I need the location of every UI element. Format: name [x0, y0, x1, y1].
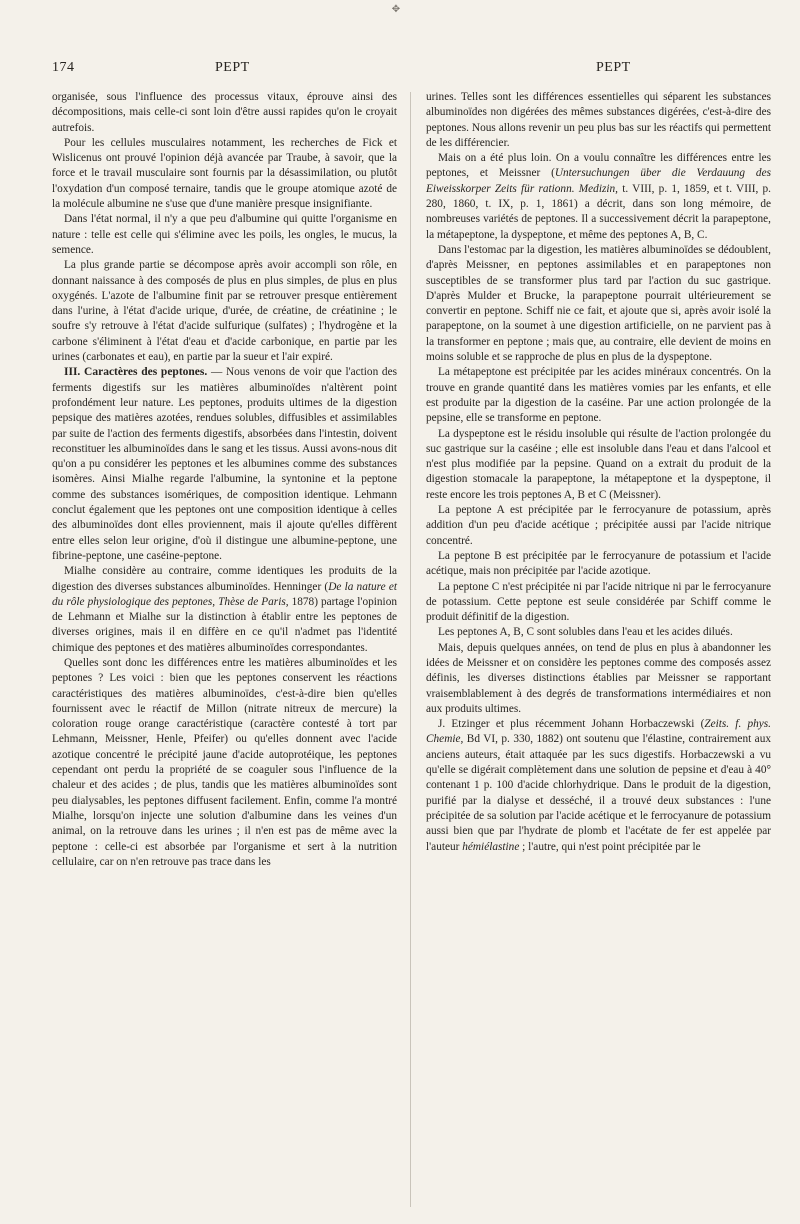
paragraph: Dans l'état normal, il n'y a que peu d'albumine qui quitte l'organisme en nature : telle est celle qui s'élimine avec les poils, les ongles, le mucus, la semence.: [52, 213, 397, 256]
paragraph: La peptone B est précipitée par le ferrocyanure de potassium et l'acide acétique, mais non précipitée par l'acide azotique.: [426, 549, 771, 578]
right-column: [426, 90, 771, 855]
paragraph-text: Bd VI, p. 330, 1882) ont soutenu que l'élastine, contrairement aux anciens auteurs, était attaquée par les sucs digestifs. Horbaczewski a vu qu'elle se digérait complètement dans une solution de pepsine et d'eau à 40° contenant 1 p. 100 d'acide chlorhydrique. Dans le produit de la digestion, purifié par la dialyse et desséché, il a trouvé deux substances : l'une précipitée de sa solution par l'acide acétique et le ferrocyanure de potassium aussi bien que par l'hydrate de plomb et l'acétate de fer est appelée par l'auteur: [426, 733, 771, 853]
printer-ornament: ✥: [391, 4, 401, 15]
citation-title: De la nature et du rôle physiologique des peptones, Thèse de Paris,: [52, 580, 397, 608]
paragraph: La dyspeptone est le résidu insoluble qui résulte de l'action prolongée du suc gastrique sur la caséine ; elle est insoluble dans l'eau et dans l'alcool et n'est plus modifiée par la pepsine. Quand on a extrait du produit de la digestion stomacale la parapeptone, la métapeptone et la dyspeptone, il reste encore les trois peptones A, B et C (Meissner).: [426, 427, 771, 501]
paragraph: urines. Telles sont les différences essentielles qui séparent les substances albuminoïdes non digérées des mêmes substances digérées, c'est-à-dire des peptones. Nous allons revenir un peu plus bas sur les réactifs qui permettent de les différencier.: [426, 91, 771, 149]
paragraph-text: J. Etzinger et plus récemment Johann Horbaczewski (: [438, 718, 705, 731]
paragraph: Dans l'estomac par la digestion, les matières albuminoïdes se dédoublent, d'après Meissner, en peptones assimilables et en parapeptones non susceptibles de se transformer plus tard par l'action du suc gastrique. D'après Mulder et Brucke, la parapeptone pourrait ultérieurement se convertir en peptone. Schiff nie ce fait, et ajoute que si, après avoir isolé la parapeptone, on la soumet à une digestion artificielle, on ne parvient pas à la transformer en peptone ; mais que, au contraire, elle devient de moins en moins soluble et se rapproche de plus en plus de la dyspeptone.: [426, 243, 771, 364]
paragraph-text: Mais on a été plus loin. On a voulu connaître les différences entre les peptones, et Meissner (: [426, 152, 771, 180]
paragraph-text: 1878) partage l'opinion de Lehmann et Mialhe sur la distinction à établir entre les peptones de diverses origines, mais il en diffère en ce qu'il n'admet pas l'identité chimique des peptones et des matières albuminoïdes correspondantes.: [52, 595, 397, 654]
paragraph: Quelles sont donc les différences entre les matières albuminoïdes et les peptones ? Les voici : bien que les peptones conservent les réactions caractéristiques des matières albuminoïdes, c'est-à-dire bien qu'elles fournissent avec le réactif de Millon (nitrate nitreux de mercure) la coloration rouge orange caractéristique (caractère contesté à tort par Lehmann, Meissner, Henle, Pfeifer) ou qu'elles donnent avec l'acide azotique concentré le précipité jaune d'acide autoprotéique, les peptones cependant ont perdu la propriété de se coaguler sous l'influence de la chaleur et des acides ; de plus, tandis que les matières albuminoïdes sont peu dialysables, les peptones diffusent facilement. Enfin, comme l'a montré Mialhe, lorsqu'on injecte une solution d'albumine dans les veines d'un animal, on la retrouve dans les urines ; il n'en est pas de même avec la peptone : celle-ci est absorbée par l'organisme et sert à la nutrition cellulaire, car on n'en retrouve pas trace dans les: [52, 656, 397, 868]
running-header: [52, 60, 748, 80]
paragraph: La peptone C n'est précipitée ni par l'acide nitrique ni par le ferrocyanure de potassium. Cette peptone est seule considérée par Schiff comme le produit définitif de la digestion.: [426, 580, 771, 624]
paragraph-text: ; l'autre, qui n'est point précipitée par le: [519, 840, 701, 853]
term-italic: hémiélastine: [462, 840, 520, 853]
paragraph-text: t. VIII, p. 1, 1859, et t. VIII, p. 280, 1860, t. IX, p. 1, 1861) a décrit, dans son long mémoire, de nombreuses variétés de peptones. Il a successivement décrit la parapeptone, la métapeptone, la dyspeptone, et même des peptones A, B, C.: [426, 182, 771, 241]
paragraph: Les peptones A, B, C sont solubles dans l'eau et les acides dilués.: [438, 626, 733, 639]
section-heading: III. Caractères des peptones.: [64, 366, 208, 379]
paragraph-text: Mialhe considère au contraire, comme identiques les produits de la digestion des diverses substances albuminoïdes. Henninger (: [52, 565, 397, 593]
paragraph: La métapeptone est précipitée par les acides minéraux concentrés. On la trouve en grande quantité dans les matières vomies par les enfants, et elle est produite par la digestion de la caséine. Par une action prolongée de la pepsine, elle se transforme en peptone.: [426, 366, 771, 425]
section-paragraph: [52, 365, 397, 564]
left-column: [52, 90, 397, 870]
paragraph: [52, 564, 397, 656]
paragraph: [426, 717, 771, 855]
paragraph: organisée, sous l'influence des processus vitaux, éprouve ainsi des décompositions, mais celle-ci sont loin d'être aussi rapides qu'on le croyait autrefois.: [52, 91, 397, 134]
paragraph: [426, 151, 771, 243]
citation-title: Zeits. f. phys. Chemie,: [426, 718, 771, 746]
running-title-left: PEPT: [215, 60, 250, 75]
page-number: 174: [52, 60, 75, 75]
column-divider: [410, 92, 411, 1207]
paragraph: Mais, depuis quelques années, on tend de plus en plus à abandonner les idées de Meissner et on considère les peptones comme des composés assez définis, les diverses distinctions établies par Meissner se rapportant vraisemblablement à des degrés de transformations intermédiaires et non aux produits ultimes.: [426, 641, 771, 715]
paragraph: Pour les cellules musculaires notamment, les recherches de Fick et Wislicenus ont prouvé l'opinion déjà avancée par Traube, à savoir, que la force et le travail musculaire sont fournis par la désassimilation, ou plutôt l'oxydation d'un composé ternaire, tandis que le groupe atomique azoté de la molécule albumine ne s'use que d'une manière presque insignifiante.: [52, 136, 397, 211]
paragraph: La peptone A est précipitée par le ferrocyanure de potassium, après addition d'un peu d'acide acétique ; précipitée aussi par l'acide nitrique concentré.: [426, 504, 771, 547]
paragraph: La plus grande partie se décompose après avoir accompli son rôle, en donnant naissance à des composés de plus en plus simples, de plus en plus oxygénés. L'azote de l'albumine finit par se retrouver presque entièrement dans l'urine, à l'état d'acide urique, d'urée, de créatine, de créatinine ; le soufre s'y retrouve à l'état d'acide sulfurique (sulfates) ; l'hydrogène et la carbone s'éliminent à l'état d'eau et d'acide carbonique, en partie par les urines (carbonates et eau), en partie par la sueur et l'air expiré.: [52, 259, 397, 364]
paragraph-text: — Nous venons de voir que l'action des ferments digestifs sur les matières albuminoïdes n'altèrent point profondément leur nature. Les peptones, produits ultimes de la digestion pepsique des matières azotées, rendues solubles, diffusibles et assimilables par suite de l'action des ferments digestifs, absorbées dans l'intestin, doivent reconstituer les albuminoïdes dans le sang et les tissus. Aussi avons-nous dit qu'on a pu considérer les peptones et les albumines comme des substances isomères. Ainsi Mialhe regarde l'albumine, la syntonine et la peptone comme des substances isomériques, de composition identique. Lehmann conclut également que les peptones ont une composition identique à celles des albuminoïdes dont elles proviennent, mais il ajoute qu'elles diffèrent entre elles selon leur origine, d'où il distingue une albumine-peptone, une fibrine-peptone, une caséine-peptone.: [52, 366, 397, 562]
citation-title: Untersuchungen über die Verdauung des Eiweisskorper Zeits für rationn. Medizin,: [426, 167, 771, 195]
running-title-right: PEPT: [596, 60, 631, 75]
